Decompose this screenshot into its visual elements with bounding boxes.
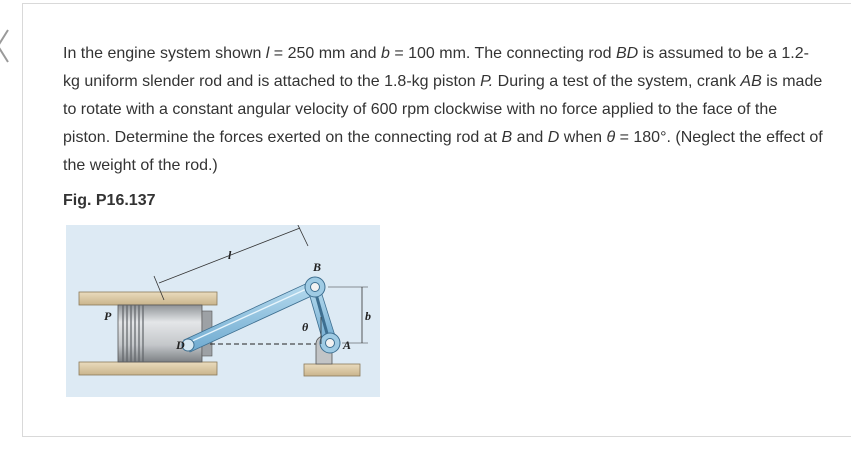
- variable-b: b: [380, 45, 390, 62]
- problem-text-segment: and: [512, 129, 548, 146]
- problem-text-segment: is assumed to be a 1.2-kg uniform slender rod and is attached to the 1.8-kg piston: [63, 45, 809, 90]
- problem-text-segment: During a test of the system, crank: [493, 73, 741, 90]
- chevron-left-icon[interactable]: [0, 26, 14, 66]
- variable-b-point: B: [501, 129, 513, 146]
- problem-text-segment: = 180°. (Neglect the effect of the weight of the rod.): [63, 129, 823, 174]
- label-theta: θ: [302, 320, 309, 334]
- label-P: P: [104, 309, 112, 323]
- variable-l: l: [265, 45, 270, 62]
- figure-caption: Fig. P16.137: [63, 192, 156, 209]
- variable-bd: BD: [615, 45, 639, 62]
- label-B: B: [313, 260, 322, 274]
- problem-statement: [63, 40, 823, 180]
- variable-p: P.: [480, 73, 494, 90]
- cylinder-bottom-wall: [79, 362, 217, 375]
- crank-ground: [304, 364, 360, 376]
- problem-text-segment: when: [559, 129, 607, 146]
- label-l: l: [228, 248, 232, 262]
- dimension-l-tick-right: [296, 225, 308, 246]
- engine-figure: [66, 225, 380, 397]
- cylinder-top-wall: [79, 292, 217, 305]
- variable-ab: AB: [740, 73, 762, 90]
- pin-a-hole: [326, 339, 335, 348]
- label-A: A: [343, 338, 352, 352]
- label-D: D: [176, 338, 185, 352]
- engine-diagram: [66, 225, 380, 397]
- problem-text-segment: = 100 mm. The connecting rod: [389, 45, 616, 62]
- variable-d: D: [547, 129, 560, 146]
- variable-theta: θ: [606, 129, 616, 146]
- problem-text-segment: = 250 mm and: [269, 45, 381, 62]
- problem-text-segment: is made to rotate with a constant angular velocity of 600 rpm clockwise with no force applied to the face of the piston. Determine the forces exerted on the connecting rod at: [63, 73, 823, 146]
- pin-b-hole: [311, 283, 320, 292]
- label-b: b: [365, 309, 371, 323]
- problem-text-segment: In the engine system shown: [63, 45, 266, 62]
- question-card: [22, 3, 851, 437]
